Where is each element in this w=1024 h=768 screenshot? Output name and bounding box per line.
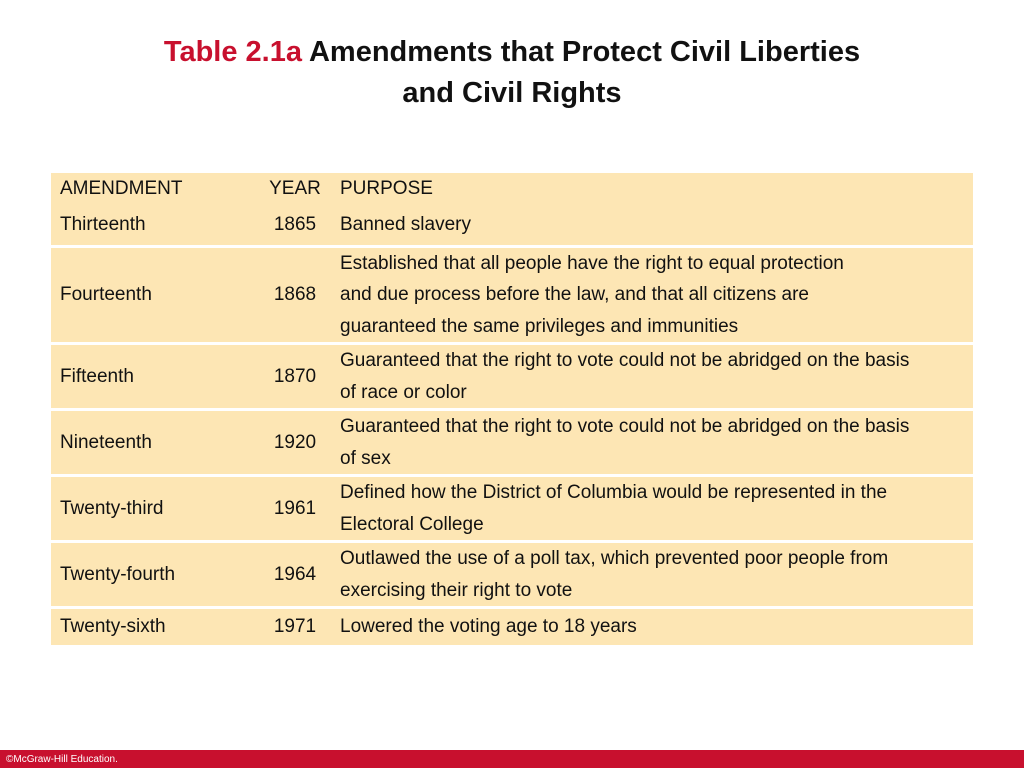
page-title [0, 32, 1024, 114]
table-row [51, 344, 973, 410]
table-group [51, 246, 973, 344]
purpose-line: Guaranteed that the right to vote could not be abridged on the basis [340, 416, 910, 437]
purpose-line: of sex [340, 447, 391, 469]
purpose-line: Electoral College [340, 513, 484, 535]
cell-amendment: Fifteenth [51, 344, 260, 410]
table-row [51, 542, 973, 608]
cell-purpose [340, 608, 973, 646]
footer-bar [0, 750, 1024, 768]
cell-amendment: Fourteenth [51, 246, 260, 344]
cell-purpose [340, 410, 973, 476]
purpose-line: Defined how the District of Columbia would be represented in the [340, 482, 888, 503]
title-prefix: Table 2.1a [163, 36, 302, 68]
table-row [51, 205, 973, 247]
cell-year: 1971 [260, 608, 340, 646]
cell-purpose [340, 344, 973, 410]
purpose-line: and due process before the law, and that all citizens are [340, 284, 809, 305]
cell-amendment: Nineteenth [51, 410, 260, 476]
purpose-line: of race or color [340, 381, 467, 403]
purpose-line: guaranteed the same privileges and immunities [340, 315, 739, 337]
cell-purpose [340, 542, 973, 608]
cell-purpose [340, 246, 973, 344]
table-group-header [51, 173, 973, 246]
cell-purpose [340, 476, 973, 542]
cell-year: 1961 [260, 476, 340, 542]
cell-year: 1920 [260, 410, 340, 476]
cell-year: 1865 [273, 213, 317, 235]
table-row [51, 246, 973, 344]
table-group [51, 476, 973, 542]
title-line-2: and Civil Rights [402, 77, 622, 109]
cell-year: 1870 [260, 344, 340, 410]
cell-year: 1868 [260, 246, 340, 344]
table-group [51, 608, 973, 646]
title-main: Amendments that Protect Civil Liberties [301, 36, 861, 68]
table-group [51, 344, 973, 410]
purpose-line: exercising their right to vote [340, 579, 573, 601]
purpose-line: Established that all people have the right to equal protection [340, 252, 844, 274]
table-group [51, 410, 973, 476]
table-header-row [51, 173, 973, 205]
cell-amendment: Twenty-fourth [51, 542, 260, 608]
table-row [51, 410, 973, 476]
cell-year: 1964 [260, 542, 340, 608]
header-purpose: PURPOSE [340, 178, 433, 199]
title-line-1 [0, 32, 1024, 73]
cell-amendment: Twenty-third [51, 476, 260, 542]
purpose-line: Guaranteed that the right to vote could not be abridged on the basis [340, 350, 910, 371]
cell-amendment: Twenty-sixth [51, 608, 260, 646]
purpose-line: Banned slavery [340, 213, 471, 235]
header-year: YEAR [269, 178, 321, 199]
purpose-line: Outlawed the use of a poll tax, which prevented poor people from [340, 548, 889, 569]
cell-purpose [340, 205, 973, 247]
table-group [51, 542, 973, 608]
table-row [51, 476, 973, 542]
amendments-table-container [51, 173, 973, 645]
cell-amendment: Thirteenth [60, 213, 146, 235]
copyright-text: ©McGraw-Hill Education. [6, 754, 118, 765]
header-amendment: AMENDMENT [60, 178, 183, 199]
table-row [51, 608, 973, 646]
purpose-line: Lowered the voting age to 18 years [340, 616, 637, 638]
amendments-table [51, 173, 973, 645]
